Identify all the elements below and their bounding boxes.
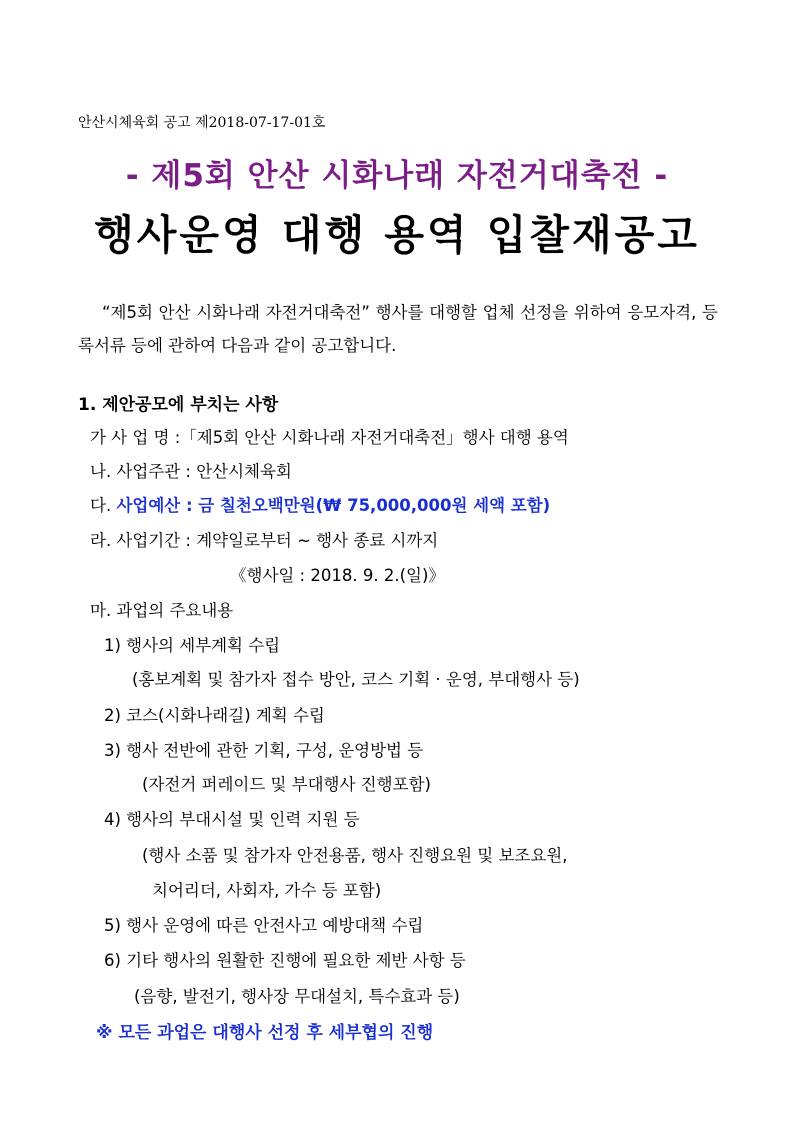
- event-date: 《행사일 : 2018. 9. 2.(일)》: [230, 566, 445, 585]
- task-5: 5) 행사 운영에 따른 안전사고 예방대책 수립: [104, 916, 424, 935]
- section-heading: 1. 제안공모에 부치는 사항: [78, 395, 279, 415]
- notice-title: 행사운영 대행 용역 입찰재공고: [94, 211, 700, 259]
- notice-number: 안산시체육회 공고 제2018-07-17-01호: [78, 115, 326, 131]
- item-budget-prefix: 다.: [90, 496, 117, 515]
- item-project-name: 가 사 업 명 :「제5회 안산 시화나래 자전거대축전」행사 대행 용역: [90, 428, 569, 447]
- tasks-note: ※ 모든 과업은 대행사 선정 후 세부협의 진행: [96, 1023, 434, 1043]
- intro-paragraph: “제5회 안산 시화나래 자전거대축전” 행사를 대행할 업체 선정을 위하여 응모자격, 등록서류 등에 관하여 다음과 같이 공고합니다.: [78, 303, 718, 355]
- task-4-detail-2: 치어리더, 사회자, 가수 등 포함): [152, 881, 382, 900]
- task-6: 6) 기타 행사의 원활한 진행에 필요한 제반 사항 등: [104, 951, 466, 970]
- task-2: 2) 코스(시화나래길) 계획 수립: [104, 706, 325, 725]
- item-budget: [90, 492, 550, 516]
- task-4: 4) 행사의 부대시설 및 인력 지원 등: [104, 810, 360, 829]
- item-period: 라. 사업기간 : 계약일로부터 ~ 행사 종료 시까지: [90, 531, 439, 550]
- task-6-detail: (음향, 발전기, 행사장 무대설치, 특수효과 등): [134, 987, 460, 1006]
- task-3-detail: (자전거 퍼레이드 및 부대행사 진행포함): [142, 775, 431, 794]
- task-1-detail: (홍보계획 및 참가자 접수 방안, 코스 기획 · 운영, 부대행사 등): [132, 670, 580, 689]
- task-4-detail-1: (행사 소품 및 참가자 안전용품, 행사 진행요원 및 보조요원,: [142, 846, 568, 865]
- item-budget-text: 사업예산 : 금 칠천오백만원(₩ 75,000,000원 세액 포함): [116, 496, 551, 515]
- task-3: 3) 행사 전반에 관한 기획, 구성, 운영방법 등: [104, 741, 424, 760]
- event-title: - 제5회 안산 시화나래 자전거대축전 -: [125, 158, 669, 194]
- item-main-tasks: 마. 과업의 주요내용: [90, 601, 234, 620]
- task-1: 1) 행사의 세부계획 수립: [104, 636, 281, 655]
- item-organizer: 나. 사업주관 : 안산시체육회: [90, 462, 292, 481]
